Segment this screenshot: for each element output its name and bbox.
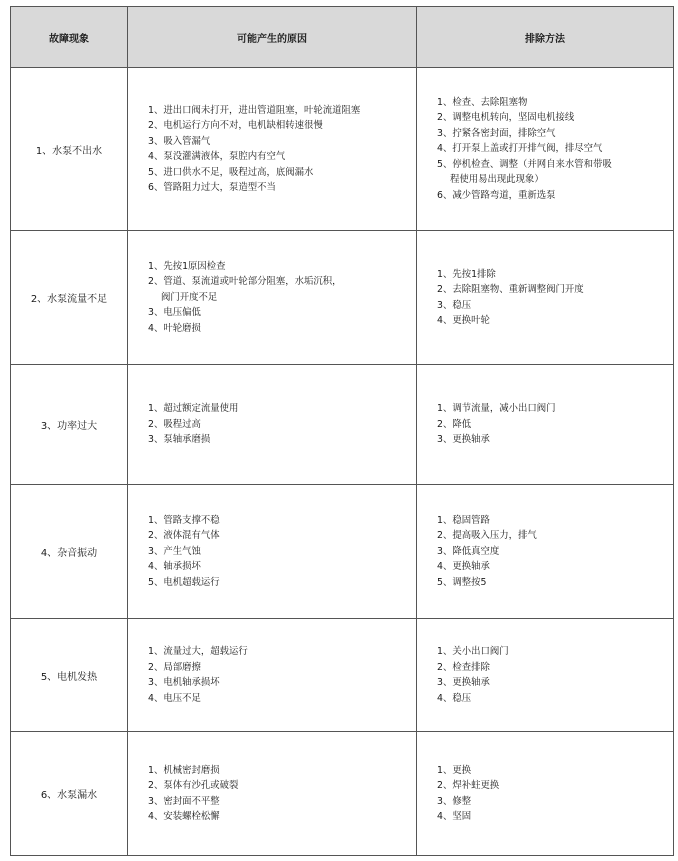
fix-item <box>437 157 667 188</box>
fix-item <box>437 778 667 794</box>
cause-item <box>148 401 410 417</box>
cause-item-line: 阀门开度不足 <box>161 291 218 303</box>
cause-item <box>148 675 410 691</box>
fix-item <box>437 95 667 111</box>
fix-list <box>437 95 667 204</box>
header-fix: 排除方法 <box>417 7 674 68</box>
table-body <box>11 68 674 856</box>
cause-item <box>148 691 410 707</box>
cause-item-line: 4、轴承损坏 <box>148 561 201 573</box>
cause-item <box>148 644 410 660</box>
cause-list <box>148 259 410 337</box>
fix-item-line: 4、更换叶轮 <box>437 315 490 326</box>
fix-item <box>437 513 667 529</box>
fix-item-line: 3、稳压 <box>437 299 472 311</box>
fix-list <box>437 644 667 706</box>
cause-item-line: 2、局部磨擦 <box>148 661 201 673</box>
header-symptom: 故障现象 <box>11 7 128 68</box>
fix-item <box>437 691 667 707</box>
fix-item-line: 2、提高吸入压力，排气 <box>437 530 537 542</box>
cause-item-line: 2、电机运行方向不对，电机缺相转速很慢 <box>148 120 323 131</box>
cause-item <box>148 321 410 337</box>
fix-item <box>437 575 667 591</box>
fix-item <box>437 188 667 204</box>
fix-item-line: 1、检查、去除阻塞物 <box>437 96 528 108</box>
cause-item <box>148 528 410 544</box>
fix-item-line: 4、更换轴承 <box>437 561 490 573</box>
cause-item-line: 1、超过额定流量使用 <box>148 403 239 415</box>
cause-item <box>148 778 410 794</box>
cause-item <box>148 575 410 591</box>
fix-item <box>437 544 667 560</box>
cause-list <box>148 644 410 706</box>
cause-cell <box>128 231 417 365</box>
fix-item-line: 程使用易出现此现象） <box>450 174 544 186</box>
symptom-cell: 5、电机发热 <box>11 619 128 732</box>
fix-item-line: 2、焊补蛀更换 <box>437 780 500 791</box>
fix-item <box>437 282 667 298</box>
cause-item <box>148 809 410 825</box>
fix-list <box>437 401 667 448</box>
fix-item <box>437 141 667 157</box>
fix-item-line: 3、降低真空度 <box>437 545 500 557</box>
fix-item-line: 2、调整电机转向，坚固电机接线 <box>437 112 575 124</box>
fix-item-line: 4、稳压 <box>437 692 472 704</box>
cause-item-line: 4、叶轮磨损 <box>148 322 201 334</box>
cause-item-line: 1、先按1原因检查 <box>148 260 226 272</box>
cause-item <box>148 165 410 181</box>
fix-item <box>437 675 667 691</box>
fix-item <box>437 432 667 448</box>
cause-item <box>148 134 410 150</box>
cause-cell <box>128 365 417 485</box>
cause-list <box>148 401 410 448</box>
fix-item-line: 2、降低 <box>437 418 472 430</box>
cause-item <box>148 559 410 575</box>
cause-item <box>148 259 410 275</box>
cause-item-line: 6、管路阻力过大，泵造型不当 <box>148 182 276 193</box>
cause-item <box>148 305 410 321</box>
cause-item <box>148 763 410 779</box>
cause-list <box>148 763 410 825</box>
cause-item <box>148 794 410 810</box>
cause-item <box>148 103 410 119</box>
cause-item-line: 2、液体混有气体 <box>148 530 220 542</box>
cause-item-line: 5、进口供水不足，吸程过高，底阀漏水 <box>148 166 314 178</box>
table-row <box>11 365 674 485</box>
cause-item <box>148 417 410 433</box>
cause-item-line: 1、进出口阀未打开，进出管道阻塞，叶轮流道阻塞 <box>148 104 361 116</box>
symptom-cell: 2、水泵流量不足 <box>11 231 128 365</box>
fix-cell <box>417 619 674 732</box>
cause-cell <box>128 485 417 619</box>
fix-item <box>437 644 667 660</box>
fix-cell <box>417 68 674 231</box>
cause-item <box>148 660 410 676</box>
cause-item-line: 2、吸程过高 <box>148 418 201 430</box>
table-row <box>11 231 674 365</box>
fix-item <box>437 110 667 126</box>
fix-item-line: 1、更换 <box>437 764 472 776</box>
symptom-cell: 4、杂音振动 <box>11 485 128 619</box>
fix-cell <box>417 231 674 365</box>
header-cause: 可能产生的原因 <box>128 7 417 68</box>
cause-item-line: 3、泵轴承磨损 <box>148 434 211 446</box>
fix-cell <box>417 485 674 619</box>
fix-item-line: 4、打开泵上盖或打开排气阀，排尽空气 <box>437 143 603 155</box>
fix-cell <box>417 732 674 856</box>
fix-item <box>437 298 667 314</box>
fix-item-line: 3、更换轴承 <box>437 677 490 688</box>
cause-cell <box>128 732 417 856</box>
cause-item-line: 4、安装螺栓松懈 <box>148 811 220 822</box>
troubleshooting-table <box>10 6 674 856</box>
cause-item-line: 3、密封面不平整 <box>148 795 220 807</box>
fix-item-line: 1、关小出口阀门 <box>437 646 509 657</box>
fix-item-line: 4、坚固 <box>437 811 472 822</box>
fix-item <box>437 660 667 676</box>
cause-item-line: 3、吸入管漏气 <box>148 135 211 147</box>
fix-item-line: 5、调整按5 <box>437 576 487 588</box>
fix-item-line: 6、减少管路弯道，重新选泵 <box>437 189 556 201</box>
cause-item-line: 3、电机轴承损坏 <box>148 677 220 688</box>
fix-item <box>437 559 667 575</box>
table-row <box>11 619 674 732</box>
cause-item-line: 5、电机超载运行 <box>148 576 220 588</box>
fix-item <box>437 528 667 544</box>
fix-item <box>437 763 667 779</box>
table-row <box>11 732 674 856</box>
fix-list <box>437 763 667 825</box>
cause-item <box>148 513 410 529</box>
cause-item-line: 4、泵没灌满液体，泵腔内有空气 <box>148 151 286 162</box>
fix-item-line: 5、停机检查、调整（并网自来水管和带吸 <box>437 158 612 170</box>
fix-item <box>437 267 667 283</box>
cause-item <box>148 149 410 165</box>
fix-item-line: 3、更换轴承 <box>437 434 490 446</box>
fix-item-line: 1、调节流量，减小出口阀门 <box>437 403 556 415</box>
cause-item <box>148 118 410 134</box>
header-row <box>11 7 674 68</box>
cause-item <box>148 544 410 560</box>
symptom-cell: 6、水泵漏水 <box>11 732 128 856</box>
cause-item-line: 1、管路支撑不稳 <box>148 514 220 526</box>
symptom-cell: 3、功率过大 <box>11 365 128 485</box>
fix-item-line: 1、稳固管路 <box>437 514 490 526</box>
symptom-cell: 1、水泵不出水 <box>11 68 128 231</box>
fix-item <box>437 794 667 810</box>
fix-item <box>437 401 667 417</box>
fix-item-line: 2、检查排除 <box>437 661 490 673</box>
fix-item-line: 3、修整 <box>437 795 472 807</box>
table-row <box>11 485 674 619</box>
fix-item <box>437 313 667 329</box>
cause-item-line: 1、机械密封磨损 <box>148 764 220 776</box>
cause-item <box>148 180 410 196</box>
cause-item-line: 3、产生气蚀 <box>148 545 201 557</box>
cause-item-line: 2、泵体有沙孔或破裂 <box>148 780 239 791</box>
fix-item-line: 2、去除阻塞物、重新调整阀门开度 <box>437 284 584 295</box>
fix-item <box>437 809 667 825</box>
cause-list <box>148 103 410 196</box>
fix-list <box>437 513 667 591</box>
cause-item-line: 1、流量过大，超载运行 <box>148 646 248 657</box>
cause-item-line: 4、电压不足 <box>148 692 201 704</box>
fix-item <box>437 417 667 433</box>
fix-item-line: 1、先按1排除 <box>437 268 496 280</box>
cause-item-line: 3、电压偏低 <box>148 307 201 319</box>
table-row <box>11 68 674 231</box>
cause-list <box>148 513 410 591</box>
cause-cell <box>128 619 417 732</box>
cause-item-line: 2、管道、泵流道或叶轮部分阻塞，水垢沉积， <box>148 276 342 288</box>
cause-cell <box>128 68 417 231</box>
cause-item <box>148 432 410 448</box>
fix-cell <box>417 365 674 485</box>
fix-item <box>437 126 667 142</box>
fix-list <box>437 267 667 329</box>
cause-item <box>148 274 410 305</box>
fix-item-line: 3、拧紧各密封面，排除空气 <box>437 127 556 139</box>
